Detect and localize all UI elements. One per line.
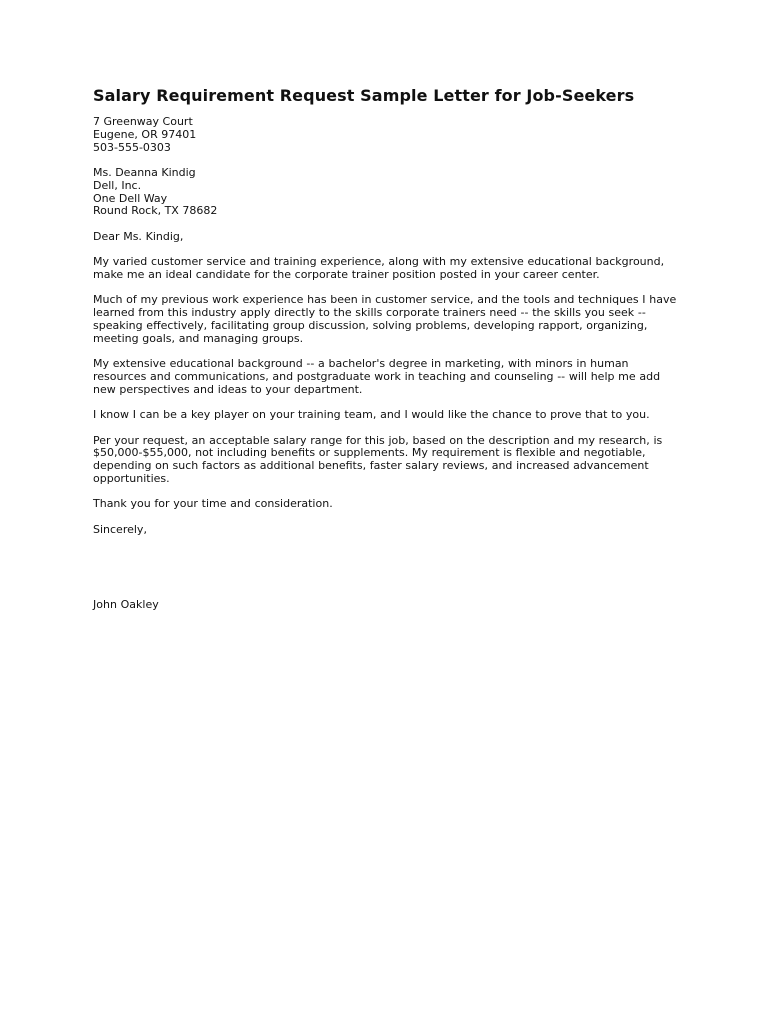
sender-phone: 503-555-0303 (93, 140, 171, 154)
closing: Sincerely, (93, 522, 147, 536)
body-paragraph-3: My extensive educational background -- a bachelor's degree in marketing, with minors in human resources and communications, and postgraduate work in teaching and counseling -- will help me add new perspectives and ideas to your department. (93, 357, 661, 396)
salutation: Dear Ms. Kindig, (93, 229, 184, 243)
spacer (93, 218, 678, 231)
document-title: Salary Requirement Request Sample Letter for Job-Seekers (93, 86, 635, 105)
signature-space (93, 549, 678, 599)
body-paragraph-1: My varied customer service and training experience, along with my extensive educational background, make me an ideal candidate for the corporate trainer position posted in your career center. (93, 255, 665, 281)
body-paragraph-4: I know I can be a key player on your training team, and I would like the chance to prove that to you. (93, 408, 650, 422)
recipient-street: One Dell Way (93, 191, 168, 205)
sender-address (93, 116, 678, 154)
body-paragraph-5: Per your request, an acceptable salary range for this job, based on the description and my research, is $50,000-$55,000, not including benefits or supplements. My requirement is flexible and negotiable, depending on such factors as additional benefits, faster salary reviews, and increased advancement opportunities. (93, 433, 663, 485)
body-paragraph-2: Much of my previous work experience has been in customer service, and the tools and techniques I have learned from this industry apply directly to the skills corporate trainers need -- the skills you seek -- speaking effectively, facilitating group discussion, solving problems, developing rapport, organizing, meeting goals, and managing groups. (93, 293, 677, 345)
body-paragraph-6: Thank you for your time and consideration. (93, 497, 333, 511)
recipient-name: Ms. Deanna Kindig (93, 165, 196, 179)
sender-street: 7 Greenway Court (93, 115, 193, 128)
letter-page (93, 86, 678, 624)
recipient-company: Dell, Inc. (93, 178, 142, 192)
recipient-city-state-zip: Round Rock, TX 78682 (93, 204, 218, 218)
signature-name: John Oakley (93, 598, 159, 612)
sender-city-state-zip: Eugene, OR 97401 (93, 127, 197, 141)
recipient-address (93, 167, 678, 218)
